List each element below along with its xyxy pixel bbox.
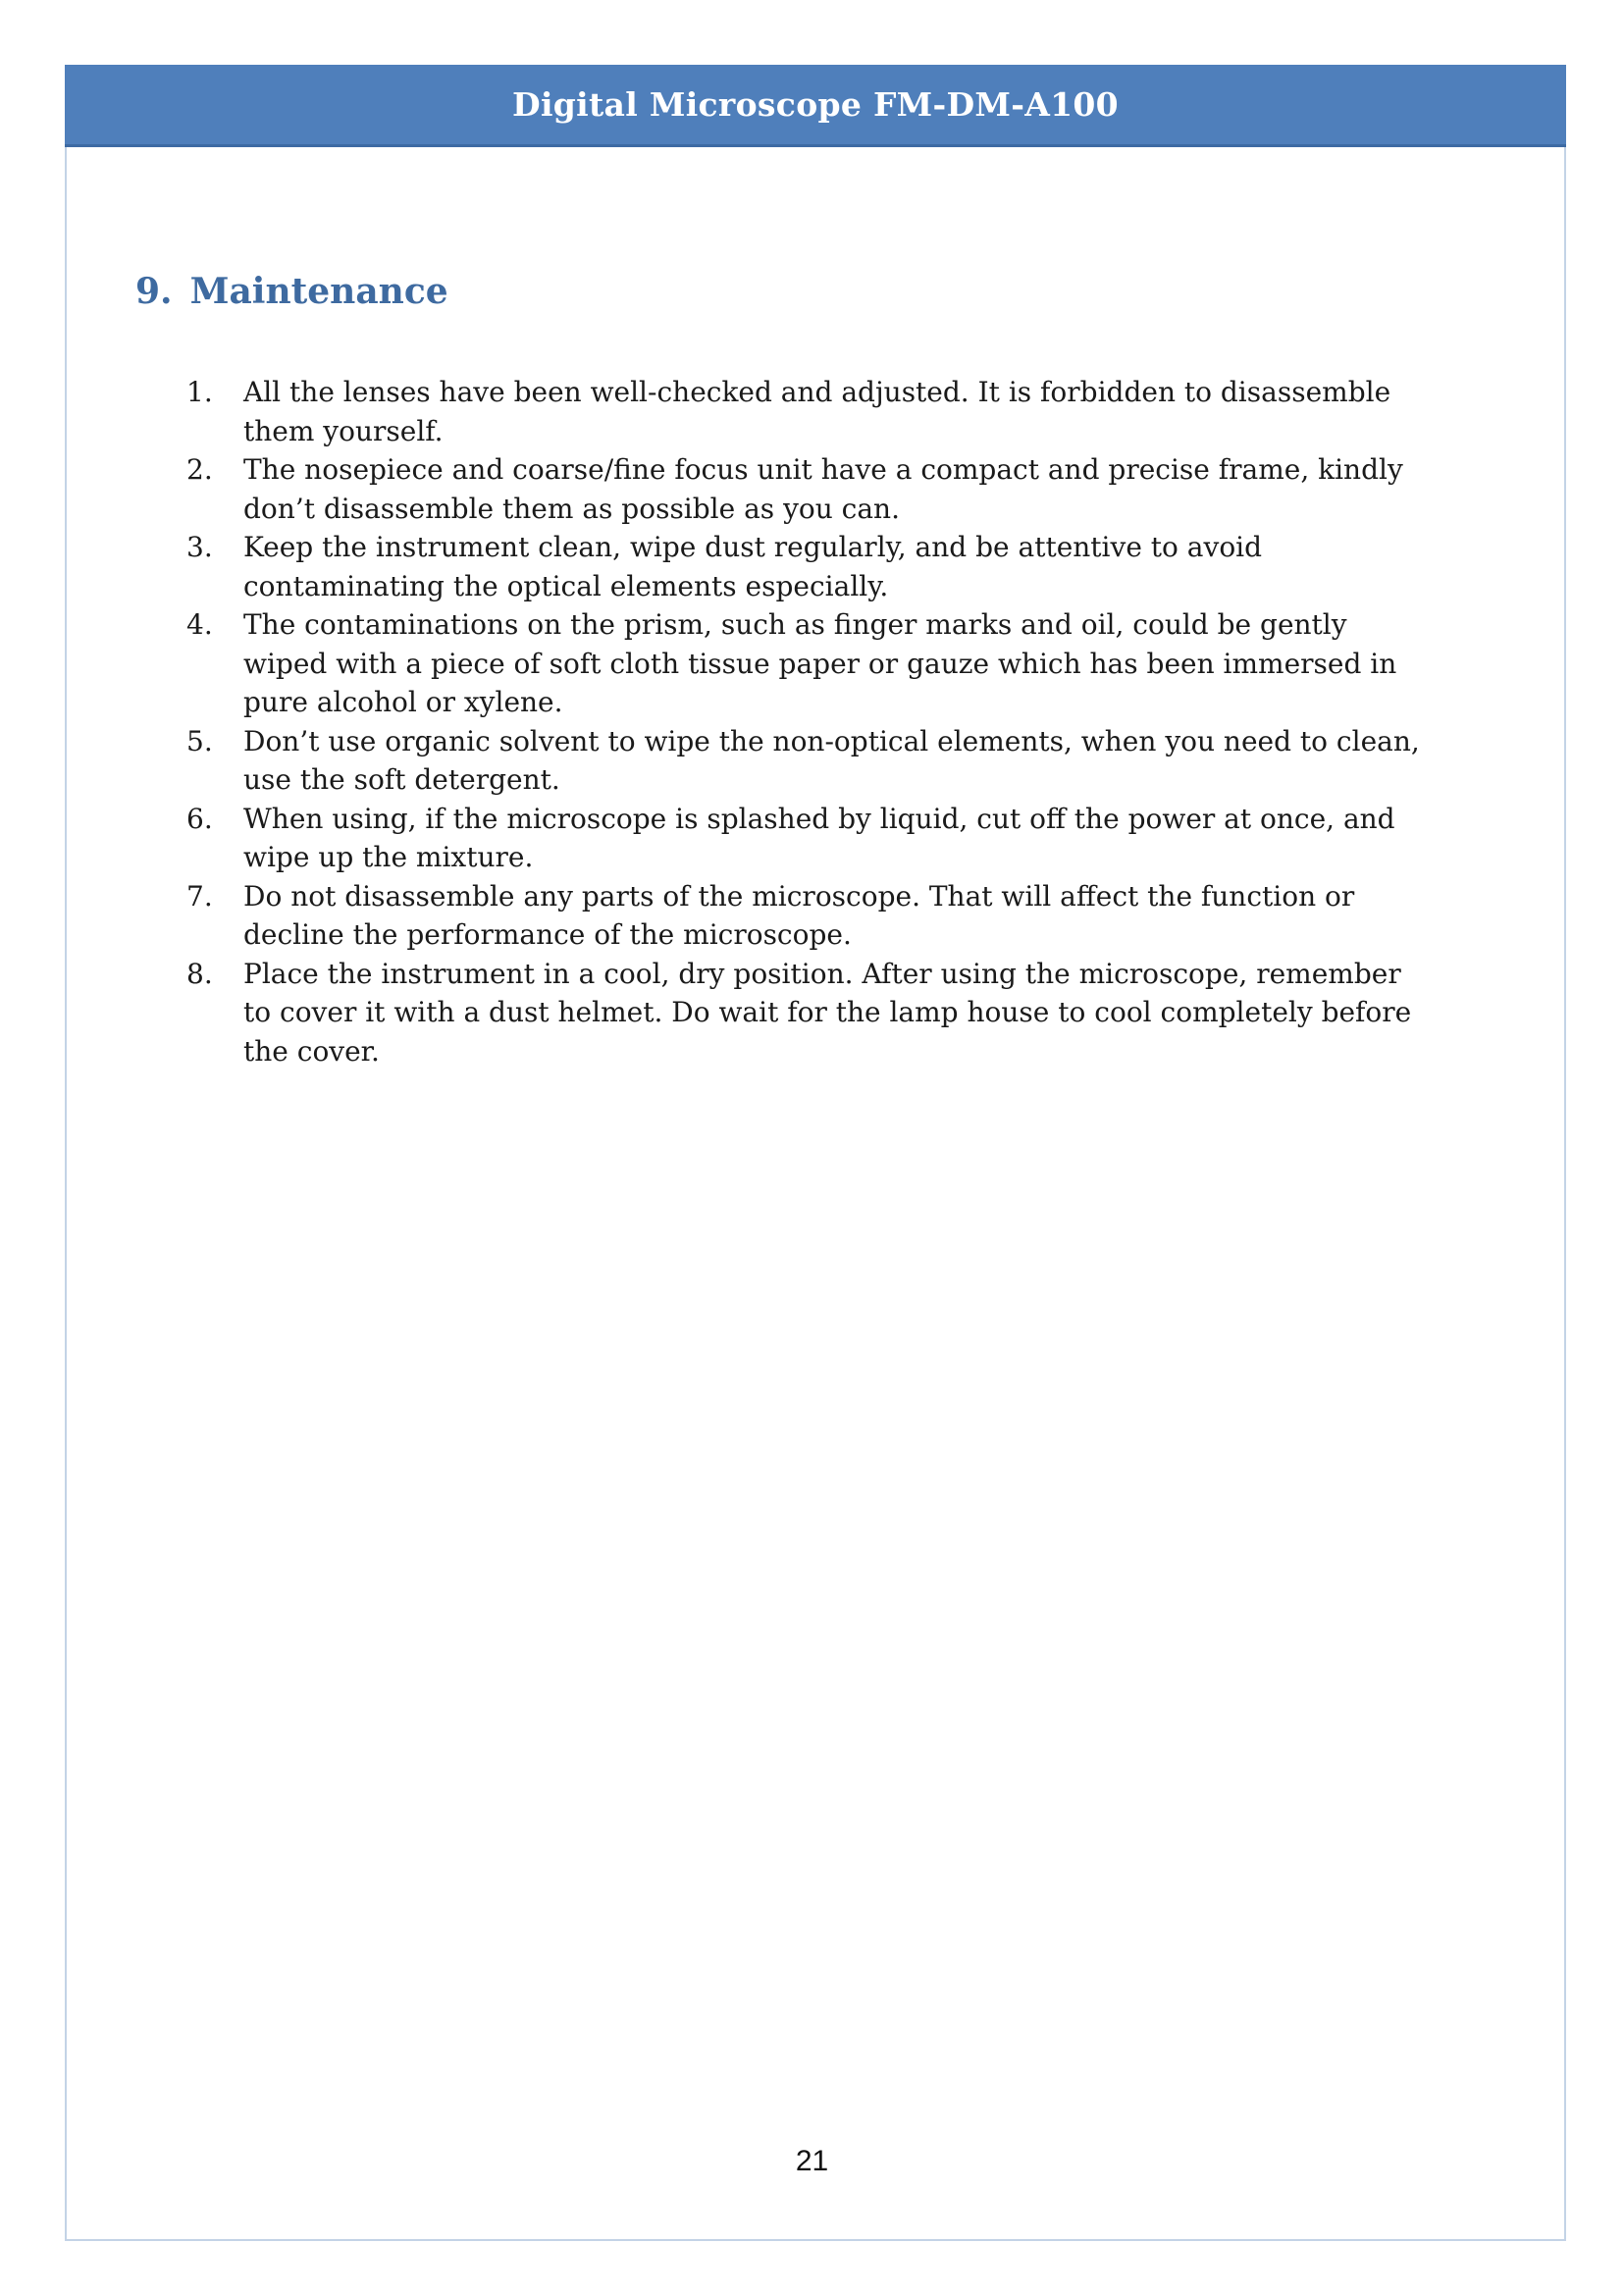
item-text: Do not disassemble any parts of the microscope. That will affect the function or decline the performance of the microscope. (243, 879, 1355, 951)
item-number: 6. (186, 802, 213, 835)
item-number: 7. (186, 879, 213, 913)
page-number: 21 (795, 2145, 829, 2177)
item-number: 5. (186, 724, 213, 757)
item-text: Keep the instrument clean, wipe dust regularly, and be attentive to avoid contaminating the optical elements especially. (243, 531, 1263, 602)
section-heading (135, 271, 448, 312)
maintenance-list (186, 373, 1423, 1070)
list-item (186, 605, 1423, 722)
list-item (186, 800, 1423, 877)
item-number: 2. (186, 453, 213, 486)
section-number: 9. (135, 271, 173, 312)
list-item (186, 722, 1423, 800)
item-number: 8. (186, 957, 213, 990)
section-title: Maintenance (189, 271, 448, 312)
document-title: Digital Microscope FM-DM-A100 (512, 85, 1119, 124)
item-text: All the lenses have been well-checked and adjusted. It is forbidden to disassemble them yourself. (243, 376, 1391, 447)
item-number: 1. (186, 376, 213, 408)
item-number: 4. (186, 608, 213, 641)
item-text: The nosepiece and coarse/fine focus unit have a compact and precise frame, kindly don’t disassemble them as possible as you can. (243, 453, 1403, 525)
item-number: 3. (186, 531, 213, 563)
list-item (186, 877, 1423, 955)
item-text: Place the instrument in a cool, dry position. After using the microscope, remember to cover it with a dust helmet. Do wait for the lamp house to cool completely before the cover. (243, 957, 1412, 1068)
list-item (186, 955, 1423, 1071)
item-text: When using, if the microscope is splashed by liquid, cut off the power at once, and wipe up the mixture. (243, 802, 1395, 873)
item-text: The contaminations on the prism, such as finger marks and oil, could be gently wiped with a piece of soft cloth tissue paper or gauze which has been immersed in pure alcohol or xylene. (243, 608, 1397, 718)
item-text: Don’t use organic solvent to wipe the non-optical elements, when you need to clean, use the soft detergent. (243, 724, 1420, 796)
list-item (186, 528, 1423, 605)
list-item (186, 450, 1423, 528)
list-item (186, 373, 1423, 450)
header-bar (65, 65, 1566, 147)
